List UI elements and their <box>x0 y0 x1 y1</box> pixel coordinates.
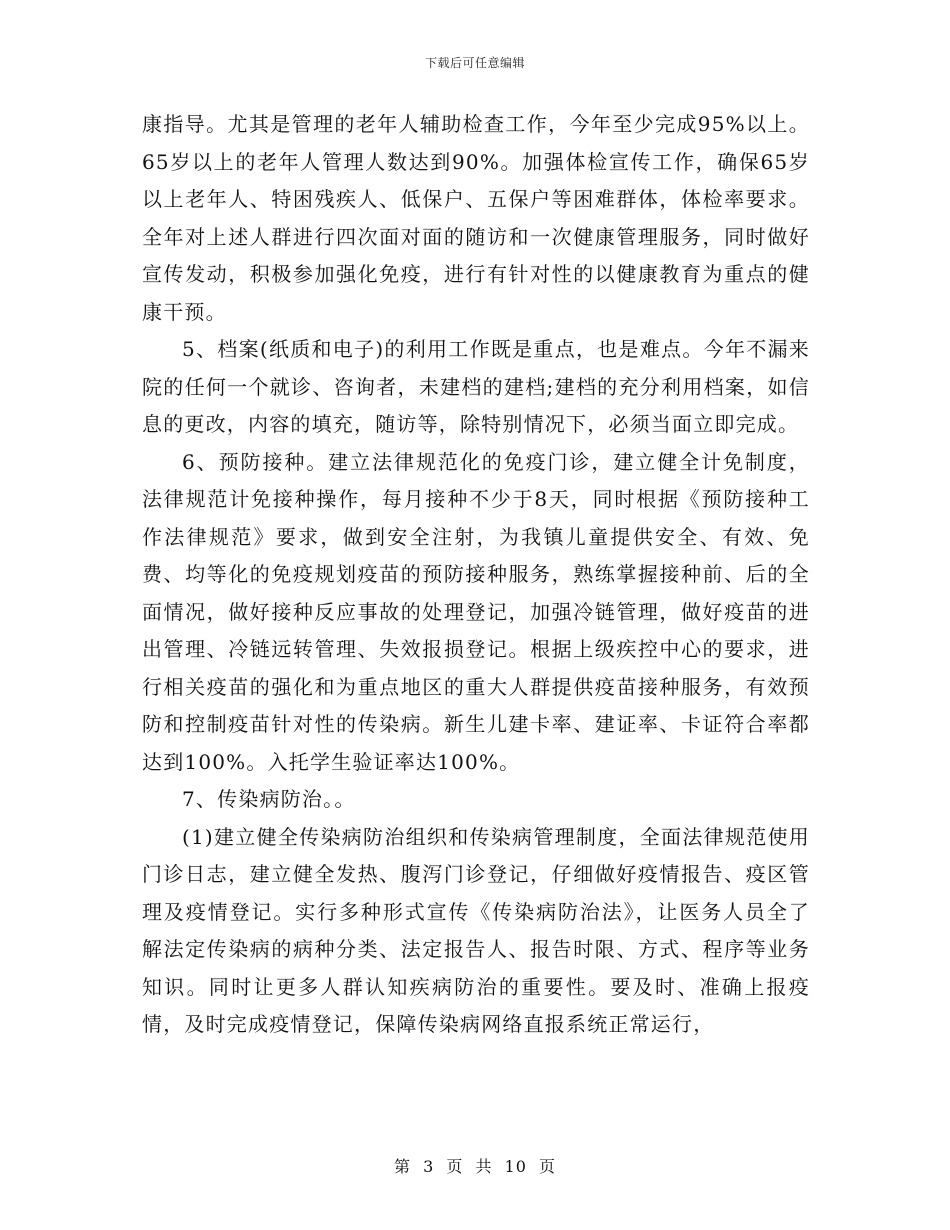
paragraph-infectious-disease-heading: 7、传染病防治。。 <box>182 787 356 811</box>
header-note: 下载后可任意编辑 <box>424 56 525 70</box>
document-body <box>142 106 810 1044</box>
paragraph-archives: 5、档案(纸质和电子)的利用工作既是重点，也是难点。今年不漏来院的任何一个就诊、咨询者，未建档的建档;建档的充分利用档案，如信息的更改，内容的填充，随访等，除特别情况下，必须当面立即完成。 <box>142 337 810 436</box>
paragraph-infectious-disease-management: (1)建立健全传染病防治组织和传染病管理制度，全面法律规范使用门诊日志，建立健全发热、腹泻门诊登记，仔细做好疫情报告、疫区管理及疫情登记。实行多种形式宣传《传染病防治法》，让医务人员全了解法定传染病的病种分类、法定报告人、报告时限、方式、程序等业务知识。同时让更多人群认知疾病防治的重要性。要及时、准确上报疫情，及时完成疫情登记，保障传染病网络直报系统正常运行， <box>142 824 810 1036</box>
paragraph-vaccination: 6、预防接种。建立法律规范化的免疫门诊，建立健全计免制度，法律规范计免接种操作，每月接种不少于8天，同时根据《预防接种工作法律规范》要求，做到安全注射，为我镇儿童提供安全、有效、免费、均等化的免疫规划疫苗的预防接种服务，熟练掌握接种前、后的全面情况，做好接种反应事故的处理登记，加强冷链管理，做好疫苗的进出管理、冷链远转管理、失效报损登记。根据上级疾控中心的要求，进行相关疫苗的强化和为重点地区的重大人群提供疫苗接种服务，有效预防和控制疫苗针对性的传染病。新生儿建卡率、建证率、卡证符合率都达到100%。入托学生验证率达100%。 <box>142 449 810 774</box>
page-number-footer: 第 3 页 共 10 页 <box>394 1157 556 1176</box>
paragraph-health-guidance: 康指导。尤其是管理的老年人辅助检查工作，今年至少完成95%以上。65岁以上的老年人管理人数达到90%。加强体检宣传工作，确保65岁以上老年人、特困残疾人、低保户、五保户等困难群体，体检率要求。全年对上述人群进行四次面对面的随访和一次健康管理服务，同时做好宣传发动，积极参加强化免疫，进行有针对性的以健康教育为重点的健康干预。 <box>142 112 810 324</box>
